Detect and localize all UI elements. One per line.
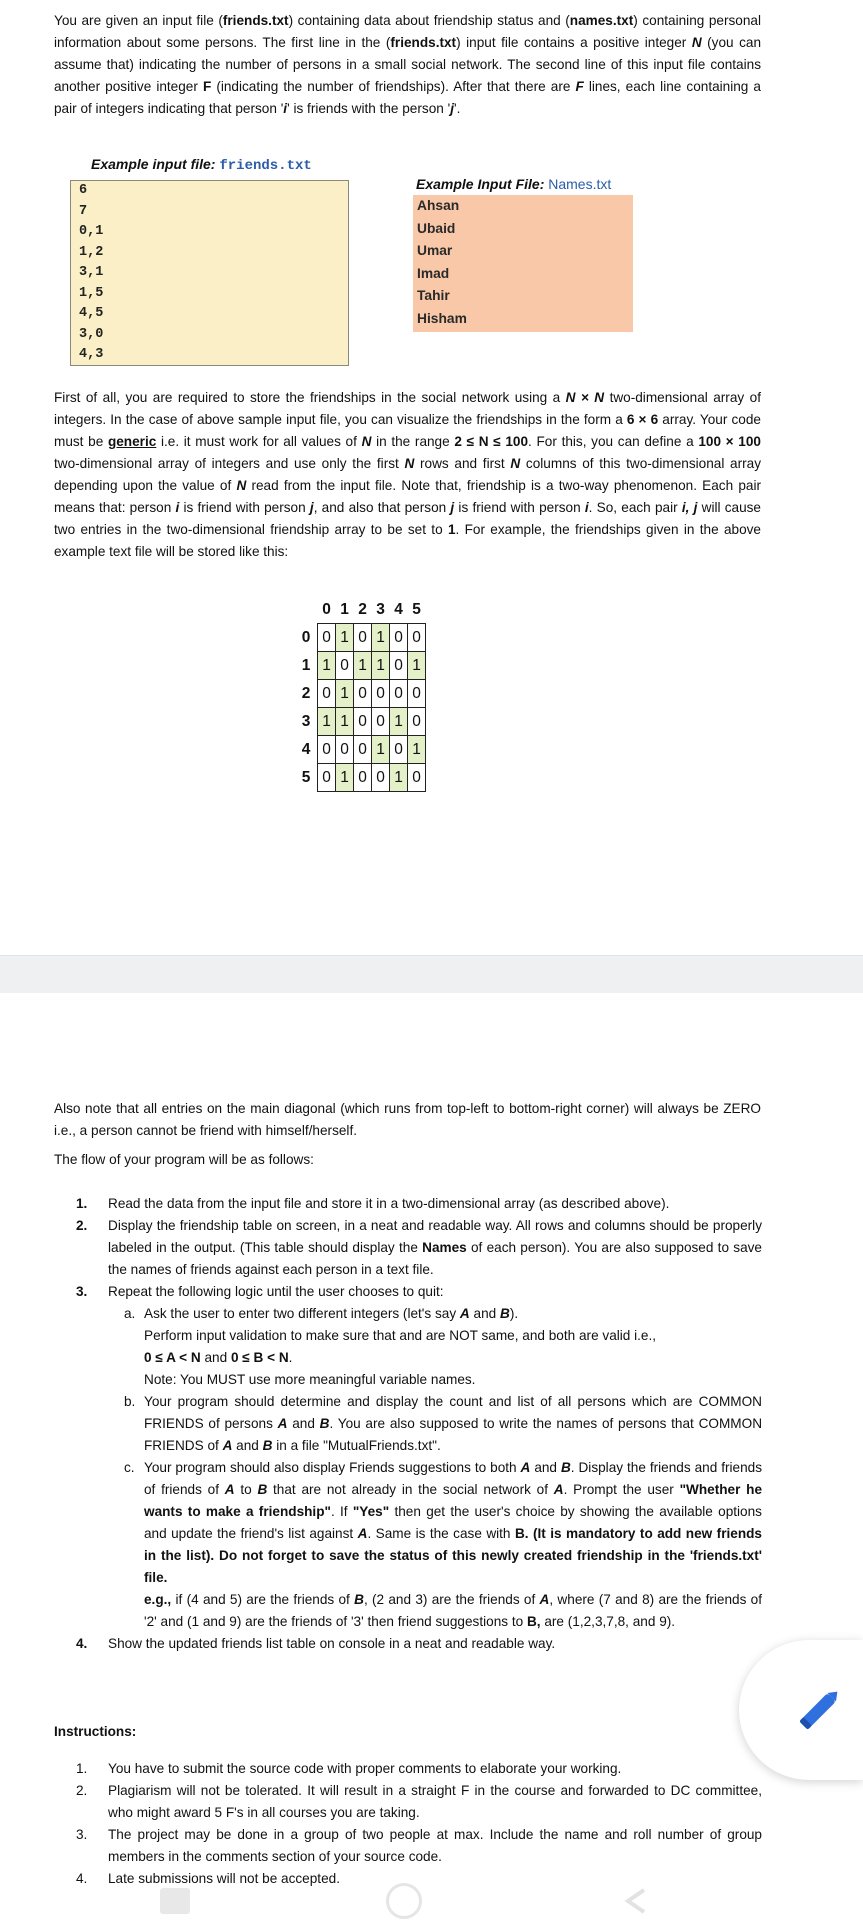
matrix-cell: 0 [318,736,336,764]
matrix-cell: 0 [390,652,408,680]
flow-item-3b: b. Your program should determine and display the count and list of all persons which are COMMON FRIENDS of persons A and B. You are also supposed to write the names of persons that COMMON FRIENDS of A and B in a file "MutualFriends.txt". [124,1394,763,1453]
matrix-cell: 0 [408,680,426,708]
matrix-cell: 1 [336,624,354,652]
matrix-cell: 1 [408,652,426,680]
instruction-number: 1. [76,1761,88,1776]
matrix-cell: 0 [390,624,408,652]
matrix-cell: 0 [354,736,372,764]
instruction-text: The project may be done in a group of two people at max. Include the name and roll number of group members in the comments section of your source code. [108,1827,762,1864]
instruction-item [76,1780,762,1824]
names-example-label: Example Input File: Names.txt [416,176,612,192]
friends-line: 7 [79,203,88,219]
flow-item-2: 2. Display the friendship table on screen, in a neat and readable way. All rows and columns should be properly labeled in the output. (This table should display the Names of each person). You are also supposed to save the names of friends against each person in a text file. [76,1218,762,1277]
matrix-row-header: 3 [301,712,311,730]
friends-line: 4,5 [79,306,104,321]
matrix-row-header: 0 [301,628,311,646]
matrix-cell: 0 [354,708,372,736]
name-line: Imad [417,265,450,281]
flow-item-3: 3. Repeat the following logic until the user chooses to quit: a. Ask the user to enter two different integers (let's say A and B). Perform input validation to make sure that and are NOT same, and both are valid i.e., 0 ≤ A < N and 0 ≤ B < N. Note: You MUST use more meaningful variable names. b. Your program should determine and display the count and list of all persons which are COMMON FRIENDS of persons A and B. You are also supposed to write the names of persons that COMMON FRIENDS of A and B in a file "MutualFriends.txt". c. Your program should also display Friends suggestions to both A and B. Display the friends and friends of friends of A to B that are not already in the social network of A. Prompt the user "Whether he wants to make a friendship". If "Yes" then get the user's choice by showing the available options and update the friend's list against A. Same is the case with B. (It is mandatory to add new friends in the list). Do not forget to save the status of this newly created friendship in the 'friends.txt' file. e.g., if (4 and 5) are the friends of B, (2 and 3) are the friends of A, where (7 and 8) are the friends of '2' and (1 and 9) are the friends of '3' then friend suggestions to B, are (1,2,3,7,8, and 9). [90,1281,762,1633]
name-line: Ubaid [417,220,456,236]
matrix-cell: 0 [408,708,426,736]
flow-item-4: 4. Show the updated friends list table on console in a neat and readable way. [76,1636,556,1651]
recent-apps-button[interactable] [160,1888,190,1914]
name-line: Ahsan [417,198,460,213]
bottom-nav-bar [0,1880,863,1920]
matrix-col-header: 3 [376,600,385,618]
matrix-col-header: 4 [394,600,403,618]
flow-item-3a: a. Ask the user to enter two different integers (let's say A and B). Perform input validation to make sure that and are NOT same, and both are valid i.e., 0 ≤ A < N and 0 ≤ B < N. Note: You MUST use more meaningful variable names. [124,1306,657,1387]
instructions-list [76,1758,762,1890]
flow-list [76,1193,763,1655]
instruction-text: You have to submit the source code with proper comments to elaborate your working. [108,1761,622,1776]
matrix-col-header: 5 [412,600,421,618]
matrix-cell: 0 [354,624,372,652]
matrix-cell: 1 [318,652,336,680]
friends-line: 3,1 [79,265,104,280]
matrix-cell: 0 [372,708,390,736]
matrix-cell: 0 [318,764,336,792]
matrix-row-header: 1 [301,656,311,674]
friends-example-label: Example input file: friends.txt [91,156,312,174]
matrix-cell: 1 [336,708,354,736]
friends-example-box [70,180,349,366]
flow-item-3c: c. Your program should also display Friends suggestions to both A and B. Display the friends and friends of friends of A to B that are not already in the social network of A. Prompt the user "Whether he wants to make a friendship". If "Yes" then get the user's choice by showing the available options and update the friend's list against A. Same is the case with B. (It is mandatory to add new friends in the list). Do not forget to save the status of this newly created friendship in the 'friends.txt' file. e.g., if (4 and 5) are the friends of B, (2 and 3) are the friends of A, where (7 and 8) are the friends of '2' and (1 and 9) are the friends of '3' then friend suggestions to B, are (1,2,3,7,8, and 9). [124,1460,763,1629]
matrix-cell: 1 [318,708,336,736]
matrix-cell: 0 [318,680,336,708]
home-button[interactable] [386,1883,422,1919]
matrix-row-header: 5 [301,768,311,786]
friends-line: 4,3 [79,347,104,362]
matrix-cell: 0 [318,624,336,652]
matrix-cell: 0 [372,680,390,708]
matrix-cell: 0 [408,764,426,792]
matrix-col-header: 0 [322,600,331,618]
instruction-text: Late submissions will not be accepted. [108,1871,340,1886]
instruction-item [76,1824,762,1868]
names-example-box [413,195,633,332]
intro-paragraph: You are given an input file (friends.txt) containing data about friendship status and (names.txt) containing personal information about some persons. The first line in the (friends.txt) input file contains a positive integer N (you can assume that) indicating the number of persons in a small social network. The second line of this input file contains another positive integer F (indicating the number of friendships). After that there are F lines, each line containing a pair of integers indicating that person 'i' is friends with the person 'j'. [54,13,762,116]
matrix-cell: 0 [354,680,372,708]
instructions-heading: Instructions: [54,1724,137,1739]
matrix-cell: 0 [336,652,354,680]
matrix-cell: 0 [390,680,408,708]
matrix-corner [295,596,318,624]
matrix-col-header: 2 [358,600,367,618]
name-line: Tahir [417,288,450,303]
matrix-cell: 1 [390,708,408,736]
matrix-cell: 1 [336,680,354,708]
friends-line: 1,5 [79,285,104,301]
matrix-cell: 1 [372,652,390,680]
matrix-cell: 1 [390,764,408,792]
friends-line: 0,1 [79,224,104,239]
matrix-cell: 0 [408,624,426,652]
matrix-cell: 1 [408,736,426,764]
instruction-number: 2. [76,1783,88,1798]
matrix-col-header: 1 [340,600,349,618]
friends-line: 3,0 [79,326,104,342]
document-page-2 [0,993,863,1920]
friends-line: 6 [79,183,88,198]
document-page-1 [0,0,863,955]
matrix-cell: 1 [372,736,390,764]
matrix-cell: 1 [336,764,354,792]
instruction-number: 3. [76,1827,88,1842]
matrix-cell: 0 [390,736,408,764]
page-separator [0,955,863,994]
flow-intro: The flow of your program will be as follows: [54,1152,314,1167]
matrix-row-header: 4 [301,740,311,758]
matrix-cell: 0 [372,764,390,792]
name-line: Hisham [417,310,467,326]
matrix-cell: 0 [336,736,354,764]
pencil-edit-icon [789,1680,849,1740]
friends-line: 1,2 [79,244,104,260]
instruction-number: 4. [76,1871,88,1886]
friendship-matrix [295,596,426,792]
instruction-item [76,1758,762,1780]
matrix-cell: 1 [354,652,372,680]
instruction-text: Plagiarism will not be tolerated. It will result in a straight F in the course and forwarded to DC committee, who might award 5 F's in all courses you are taking. [108,1783,762,1820]
diagonal-note: Also note that all entries on the main diagonal (which runs from top-left to bottom-right corner) will always be ZERO i.e., a person cannot be friend with himself/herself. [54,1101,761,1138]
storage-paragraph: First of all, you are required to store the friendships in the social network using a N × N two-dimensional array of integers. In the case of above sample input file, you can visualize the friendships in the form a 6 × 6 array. Your code must be generic i.e. it must work for all values of N in the range 2 ≤ N ≤ 100. For this, you can define a 100 × 100 two-dimensional array of integers and use only the first N rows and first N columns of this two-dimensional array depending upon the value of N read from the input file. Note that, friendship is a two-way phenomenon. Each pair means that: person i is friend with person j, and also that person j is friend with person i. So, each pair i, j will cause two entries in the two-dimensional friendship array to be set to 1. For example, the friendships given in the above example text file will be stored like this: [54,390,762,559]
matrix-cell: 1 [372,624,390,652]
matrix-cell: 0 [354,764,372,792]
back-icon[interactable] [620,1886,650,1916]
matrix-row-header: 2 [301,684,311,702]
flow-item-1: 1. Read the data from the input file and store it in a two-dimensional array (as described above). [76,1196,670,1211]
name-line: Umar [417,243,453,258]
